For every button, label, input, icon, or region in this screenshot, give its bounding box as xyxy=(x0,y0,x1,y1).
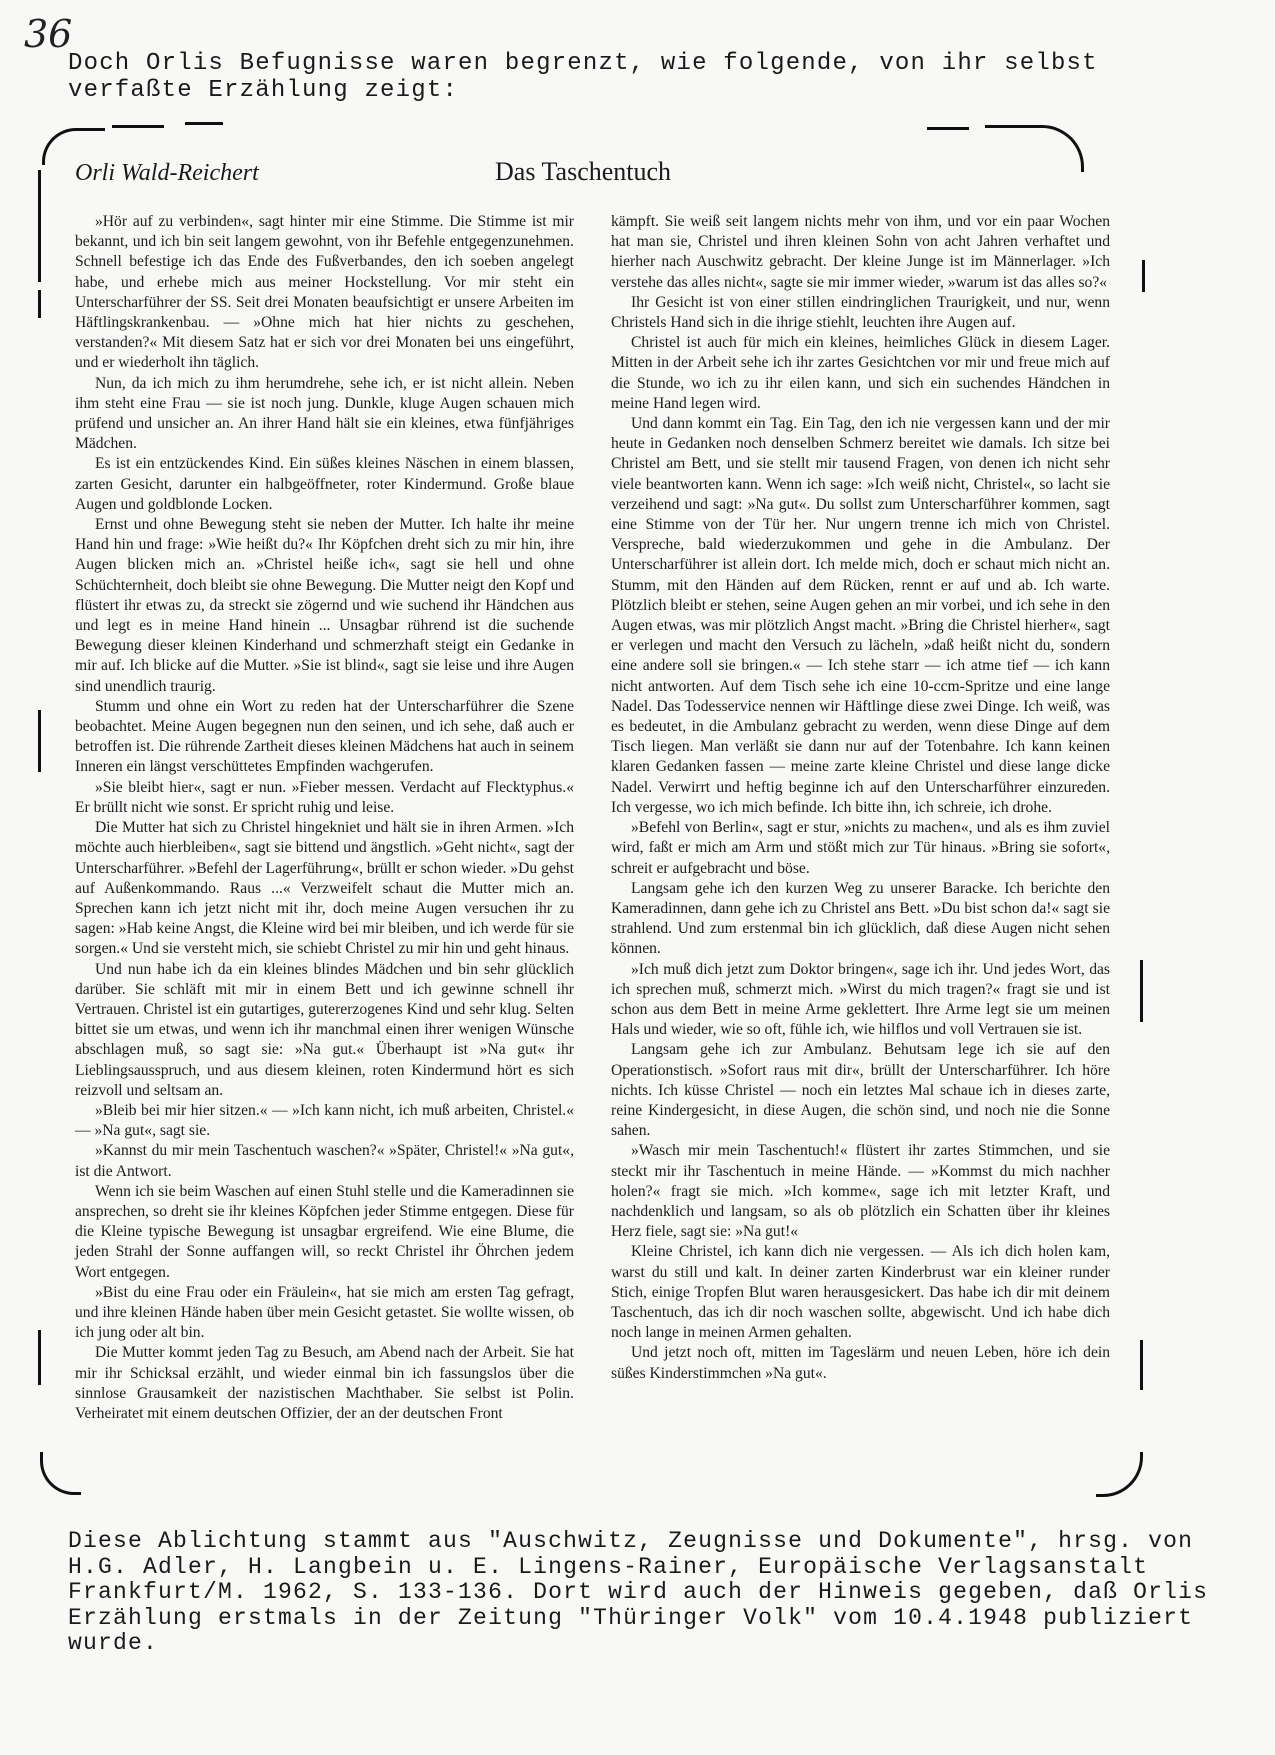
top-left-dash-mark-2 xyxy=(185,122,223,125)
right-margin-line-1 xyxy=(1142,260,1145,292)
paragraph: Stumm und ohne ein Wort zu reden hat der Unterscharführer die Szene beobachtet. Meine Augen begegnen nun den seinen, und ich sehe, daß auch er betroffen ist. Die rührende Zartheit dieses kleinen Mädchens hat auch in seinem Inneren ein längst verschüttetes Empfinden wachgerufen. xyxy=(75,697,574,776)
paragraph: »Bist du eine Frau oder ein Fräulein«, hat sie mich am ersten Tag gefragt, und ihre kleinen Hände haben über mein Gesicht getastet. Sie wollte wissen, ob ich jung oder alt bin. xyxy=(75,1283,574,1342)
intro-text: Doch Orlis Befugnisse waren begrenzt, wie folgende, von ihr selbst verfaßte Erzählung zeigt: xyxy=(68,50,1098,104)
paragraph: Und nun habe ich da ein kleines blindes Mädchen und bin sehr glücklich darüber. Sie schläft mit mir in einem Bett und ich gewinne schnell ihr Vertrauen. Christel ist ein gutartiges, gutererzogenes Kind und sehr klug. Selten bittet sie um etwas, und wenn ich ihr manchmal einen ihrer wenigen Wünsche abschlagen muß, so sagt sie: »Na gut.« Überhaupt ist »Na gut« ihr Lieblingsausspruch, und aus diesem kleinen, roten Kindermund hört es sich reizvoll und seltsam an. xyxy=(75,960,574,1099)
story-right-column xyxy=(611,212,1110,1384)
top-right-bracket-mark xyxy=(985,125,1084,172)
paragraph: »Kannst du mir mein Taschentuch waschen?« »Später, Christel!« »Na gut«, ist die Antwort. xyxy=(75,1142,574,1180)
paragraph: »Bleib bei mir hier sitzen.« — »Ich kann nicht, ich muß arbeiten, Christel.« — »Na gut«, sagt sie. xyxy=(75,1101,574,1140)
paragraph: »Hör auf zu verbinden«, sagt hinter mir eine Stimme. Die Stimme ist mir bekannt, und ich bin seit langem gewohnt, von ihr Befehle entgegenzunehmen. Schnell befestige ich das Ende des Fußverbandes, den ich soeben angelegt habe, und erhebe mich aus meiner Hockstellung. Vor mir steht ein Unterscharführer der SS. Seit drei Monaten beaufsichtigt er unsere Arbeiten im Häftlingskrankenbau. — »Ohne mich hat hier nichts zu geschehen, verstanden?« Mit diesem Satz hat er sich vor drei Monaten bei uns eingeführt, und er wiederholt ihn täglich. xyxy=(75,213,574,372)
paragraph: Langsam gehe ich den kurzen Weg zu unserer Baracke. Ich berichte den Kameradinnen, dann gehe ich zu Christel ans Bett. »Du bist schon da!« sagt sie strahlend. Und zum erstenmal bin ich glücklich, daß diese Augen nicht sehen können. xyxy=(611,879,1110,958)
paragraph: Ernst und ohne Bewegung steht sie neben der Mutter. Ich halte ihr meine Hand hin und frage: »Wie heißt du?« Ihr Köpfchen dreht sich zu mir hin, ihre Augen blicken mich an. »Christel heiße ich«, sagt sie hell und ohne Schüchternheit, doch bleibt sie ohne Bewegung. Die Mutter neigt den Kopf und flüstert ihr etwas zu, da streckt sie zögernd und wie suchend ihr Händchen aus und legt es in meine Hand hinein ... Unsagbar rührend ist die suchende Bewegung dieser kleinen Kinderhand und schmerzhaft steigt ein Gedanke in mir auf. Ich blicke auf die Mutter. »Sie ist blind«, sagt sie leise und ihre Augen sind unendlich traurig. xyxy=(75,516,574,695)
paragraph: Ihr Gesicht ist von einer stillen eindringlichen Traurigkeit, und nur, wenn Christels Hand sich in die ihrige stiehlt, leuchten ihre Augen auf. xyxy=(611,293,1110,332)
paragraph: Und jetzt noch oft, mitten im Tageslärm und neuen Leben, höre ich dein süßes Kinderstimmchen »Na gut«. xyxy=(611,1344,1110,1382)
left-margin-line-2 xyxy=(38,290,41,318)
top-left-dash-mark xyxy=(112,125,164,128)
paragraph: Es ist ein entzückendes Kind. Ein süßes kleines Näschen in einem blassen, zarten Gesicht, darunter ein halbgeöffneter, roter Kindermund. Große blaue Augen und goldblonde Locken. xyxy=(75,455,574,513)
right-margin-line-2 xyxy=(1140,960,1143,1022)
paragraph: »Befehl von Berlin«, sagt er stur, »nichts zu machen«, und als es ihm zuviel wird, faßt er mich am Arm und stößt mich zur Tür hinaus. »Bring sie sofort«, schreit er aufgebracht und böse. xyxy=(611,819,1110,877)
paragraph: Und dann kommt ein Tag. Ein Tag, den ich nie vergessen kann und der mir heute in Gedanken noch denselben Schmerz bereitet wie damals. Ich sitze bei Christel am Bett, und sie stellt mir tausend Fragen, von denen ich nicht sehr viele beantworten kann. Wenn ich sage: »Ich weiß nicht, Christel«, so lacht sie verzeihend und sagt: »Na gut«. Du sollst zum Unterscharführer kommen, sagt eine Stimme von der Tür her. Nur ungern trenne ich mich von Christel. Verspreche, bald wiederzukommen und gehe in die Ambulanz. Der Unterscharführer ist allein dort. Ich melde mich, doch er schaut mich nicht an. Stumm, mit den Händen auf dem Rücken, rennt er auf und ab. Ich warte. Plötzlich bleibt er stehen, seine Augen gehen an mir vorbei, und ich sehe in den Augen etwas, was mir plötzlich Angst macht. »Bring die Christel hierher«, sagt er verlegen und macht den Versuch zu lächeln, »daß heißt nicht du, sondern eine andere soll sie bringen.« — Ich stehe starr — ich atme tief — ich kann nicht antworten. Auf dem Tisch sehe ich eine 10-ccm-Spritze und eine lange Nadel. Das Todesservice nennen wir Häftlinge diese zwei Dinge. Ich weiß, was es bedeutet, in die Ambulanz gebracht zu werden, wenn diese Dinge auf dem Tisch liegen. Man verläßt sie dann nur auf der Totenbahre. Ich kann keinen klaren Gedanken fassen — meine zarte kleine Christel und diese lange dicke Nadel. Verwirrt und heftig beginne ich auf den Unterscharführer einzureden. Ich vergesse, wo ich mich befinde. Ich bitte ihn, ich schreie, ich drohe. xyxy=(611,415,1110,816)
paragraph: »Ich muß dich jetzt zum Doktor bringen«, sage ich ihr. Und jedes Wort, das ich sprechen muß, schmerzt mich. »Wirst du mich tragen?« fragt sie und ist schon aus dem Bett in meine Arme geklettert. Ihre Arme legt sie um meinen Hals und wieder, wie so oft, fühle ich, wie hilflos und voll Vertrauen sie ist. xyxy=(611,960,1110,1039)
paragraph: Nun, da ich mich zu ihm herumdrehe, sehe ich, er ist nicht allein. Neben ihm steht eine Frau — sie ist noch jung. Dunkle, kluge Augen schauen mich prüfend und unsicher an. An ihrer Hand hält sie ein kleines, etwa fünfjähriges Mädchen. xyxy=(75,374,574,453)
bottom-right-bracket-mark xyxy=(1096,1452,1143,1497)
paragraph: Langsam gehe ich zur Ambulanz. Behutsam lege ich sie auf den Operationstisch. »Sofort raus mit dir«, brüllt der Unterscharführer. Ich höre nichts. Ich küsse Christel — noch ein letztes Mal schaue ich in dieses zarte, reine Kindergesicht, in diese Augen, die schön sind, und noch nie die Sonne sahen. xyxy=(611,1041,1110,1140)
left-margin-line-4 xyxy=(38,1330,41,1385)
paragraph: »Wasch mir mein Taschentuch!« flüstert ihr zartes Stimmchen, und sie steckt mir ihr Taschentuch in meine Hände. — »Kommst du mich nachher holen?« fragt sie mich. »Ich komme«, sage ich mit letzter Kraft, und nachdenklich und langsam, so als ob plötzlich ein Schatten über ihr kleines Herz fiele, sagt sie: »Na gut!« xyxy=(611,1142,1110,1241)
top-right-dash-mark xyxy=(927,127,969,130)
paragraph: kämpft. Sie weiß seit langem nichts mehr von ihm, und vor ein paar Wochen hat man sie, Christel und ihren kleinen Sohn von acht Jahren verhaftet und hierher nach Auschwitz gebracht. Der kleine Junge ist im Männerlager. »Ich verstehe das alles nicht«, sagte sie mir immer wieder, »warum ist das alles so?« xyxy=(611,213,1110,291)
story-left-column xyxy=(75,212,574,1424)
story-author: Orli Wald-Reichert xyxy=(75,160,259,186)
left-margin-line-1 xyxy=(38,170,41,282)
page-number: 36 xyxy=(24,12,73,56)
left-margin-line-3 xyxy=(38,710,41,772)
paragraph: Kleine Christel, ich kann dich nie vergessen. — Als ich dich holen kam, warst du still und kalt. In deiner zarten Kinderbrust war ein kleiner runder Stich, einige Tropfen Blut waren herausgesickert. Das habe ich dir mit deinem Taschentuch, das ich dir noch waschen sollte, abgewischt. Und ich habe dich noch lange in meinen Armen gehalten. xyxy=(611,1243,1110,1342)
bottom-left-bracket-mark xyxy=(40,1452,81,1495)
paragraph: Die Mutter hat sich zu Christel hingekniet und hält sie in ihren Armen. »Ich möchte auch hierbleiben«, sagt sie bittend und ängstlich. »Geht nicht«, sagt der Unterscharführer. »Befehl der Lagerführung«, brüllt er schon wieder. »Du gehst auf Außenkommando. Raus ...« Verzweifelt schaut die Mutter mich an. Sprechen kann ich jetzt nicht mit ihr, doch meine Augen versuchen ihr zu sagen: »Hab keine Angst, die Kleine wird bei mir bleiben, und ich werde für sie sorgen.« Und sie versteht mich, sie schiebt Christel zu mir hin und geht hinaus. xyxy=(75,819,574,958)
paragraph: Christel ist auch für mich ein kleines, heimliches Glück in diesem Lager. Mitten in der Arbeit sehe ich ihr zartes Gesichtchen vor mir und freue mich auf die Stunde, wo ich zu ihr eilen kann, und sich ein suchendes Händchen in meine Hand legen wird. xyxy=(611,334,1110,412)
paragraph: Wenn ich sie beim Waschen auf einen Stuhl stelle und die Kameradinnen sie ansprechen, so dreht sie ihr kleines Köpfchen jeder Stimme entgegen. Diese für die Kleine typische Bewegung ist unsagbar ergreifend. Wie eine Blume, die jeden Strahl der Sonne auffangen will, so reckt Christel ihr Öhrchen jedem Wort entgegen. xyxy=(75,1182,574,1281)
story-title: Das Taschentuch xyxy=(495,157,672,186)
paragraph: »Sie bleibt hier«, sagt er nun. »Fieber messen. Verdacht auf Flecktyphus.« Er brüllt nicht wie sonst. Er spricht ruhig und leise. xyxy=(75,778,574,816)
right-margin-line-3 xyxy=(1140,1340,1143,1390)
paragraph: Die Mutter kommt jeden Tag zu Besuch, am Abend nach der Arbeit. Sie hat mir ihr Schicksal erzählt, und wieder einmal bin ich fassungslos über die sinnlose Grausamkeit der nazistischen Machthaber. Sie selbst ist Polin. Verheiratet mit einem deutschen Offizier, der an der deutschen Front xyxy=(75,1344,574,1422)
source-note: Diese Ablichtung stammt aus "Auschwitz, Zeugnisse und Dokumente", hrsg. von H.G. Adler, H. Langbein u. E. Lingens-Rainer, Europäische Verlagsanstalt Frankfurt/M. 1962, S. 133-136. Dort wird auch der Hinweis gegeben, daß Orlis Erzählung erstmals in der Zeitung "Thüringer Volk" vom 10.4.1948 publiziert wurde. xyxy=(68,1528,1209,1656)
